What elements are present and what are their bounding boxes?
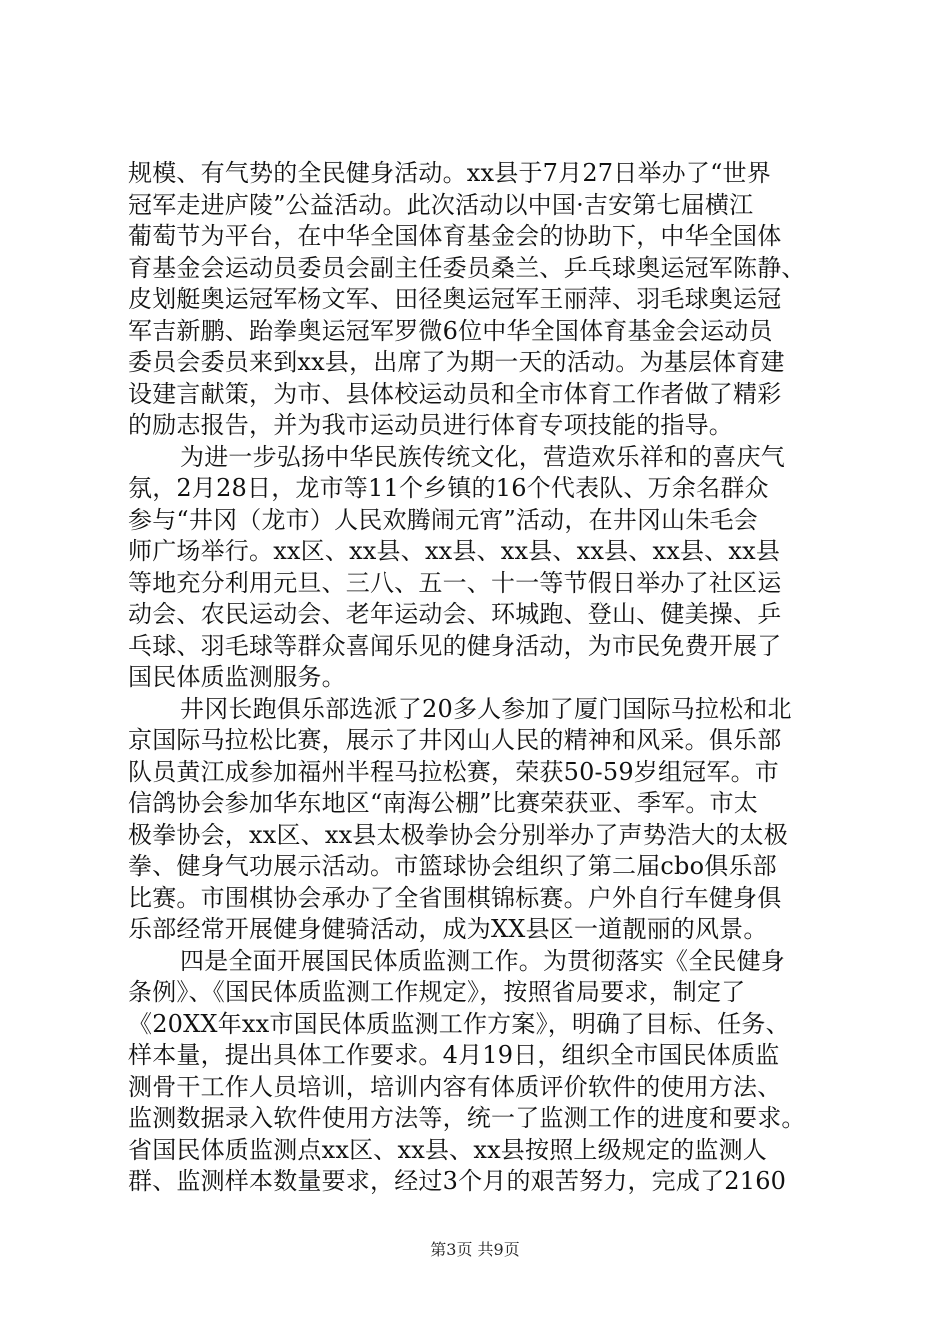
text-line: 师广场举行。xx区、xx县、xx县、xx县、xx县、xx县、xx县 [128,537,781,565]
text-line: 的励志报告，并为我市运动员进行体育专项技能的指导。 [128,411,733,439]
text-line: 育基金会运动员委员会副主任委员桑兰、乒乓球奥运冠军陈静、 [128,253,806,282]
body-text [128,158,838,1198]
text-line: 极拳协会，xx区、xx县太极拳协会分别举办了声势浩大的太极 [128,820,788,849]
text-line: 军吉新鹏、跆拳奥运冠军罗微6位中华全国体育基金会运动员 [128,316,773,345]
text-line: 委员会委员来到xx县，出席了为期一天的活动。为基层体育建 [128,348,785,376]
text-line: 井冈长跑俱乐部选派了20多人参加了厦门国际马拉松和北 [180,694,792,723]
text-line: 冠军走进庐陵”公益活动。此次活动以中国·吉安第七届横江 [128,190,754,219]
text-line: 京国际马拉松比赛，展示了井冈山人民的精神和风采。俱乐部 [128,726,782,754]
text-line: 条例》、《国民体质监测工作规定》，按照省局要求，制定了 [128,978,746,1006]
paragraph-3 [128,694,838,946]
paragraph-4 [128,946,838,1198]
text-line: 比赛。市围棋协会承办了全省围棋锦标赛。户外自行车健身俱 [128,883,782,912]
text-line: 监测数据录入软件使用方法等，统一了监测工作的进度和要求。 [128,1104,806,1132]
text-line: 队员黄江成参加福州半程马拉松赛，荣获50-59岁组冠军。市 [128,757,779,786]
text-line: 测骨干工作人员培训，培训内容有体质评价软件的使用方法、 [128,1072,782,1101]
text-line: 四是全面开展国民体质监测工作。为贯彻落实《全民健身 [180,946,785,975]
paragraph-2 [128,442,838,694]
text-line: 样本量，提出具体工作要求。4月19日，组织全市国民体质监 [128,1041,780,1069]
text-line: 皮划艇奥运冠军杨文军、田径奥运冠军王丽萍、羽毛球奥运冠 [128,285,782,313]
text-line: 省国民体质监测点xx区、xx县、xx县按照上级规定的监测人 [128,1135,768,1164]
paragraph-1 [128,158,838,442]
text-line: 葡萄节为平台，在中华全国体育基金会的协助下，中华全国体 [128,222,782,250]
text-line: 参与“井冈（龙市）人民欢腾闹元宵”活动，在井冈山朱毛会 [128,505,758,534]
text-line: 规模、有气势的全民健身活动。xx县于7月27日举办了“世界 [128,159,771,187]
text-line: 为进一步弘扬中华民族传统文化，营造欢乐祥和的喜庆气 [180,442,785,471]
text-line: 信鸽协会参加华东地区“南海公棚”比赛荣获亚、季军。市太 [128,789,758,817]
text-line: 氛，2月28日，龙市等11个乡镇的16个代表队、万余名群众 [128,474,769,502]
text-line: 设建言献策，为市、县体校运动员和全市体育工作者做了精彩 [128,379,782,408]
text-line: 等地充分利用元旦、三八、五一、十一等节假日举办了社区运 [128,568,782,597]
text-line: 群、监测样本数量要求，经过3个月的艰苦努力，完成了2160 [128,1167,787,1195]
text-line: 国民体质监测服务。 [128,663,346,691]
text-line: 拳、健身气功展示活动。市篮球协会组织了第二届cbo俱乐部 [128,852,777,880]
text-line: 《20XX年xx市国民体质监测工作方案》，明确了目标、任务、 [128,1009,790,1038]
text-line: 动会、农民运动会、老年运动会、环城跑、登山、健美操、乒 [128,600,782,628]
text-line: 乐部经常开展健身健骑活动，成为XX县区一道靓丽的风景。 [128,915,768,943]
page-footer: 第3页 共9页 [430,1240,520,1259]
text-line: 乓球、羽毛球等群众喜闻乐见的健身活动，为市民免费开展了 [128,631,782,660]
